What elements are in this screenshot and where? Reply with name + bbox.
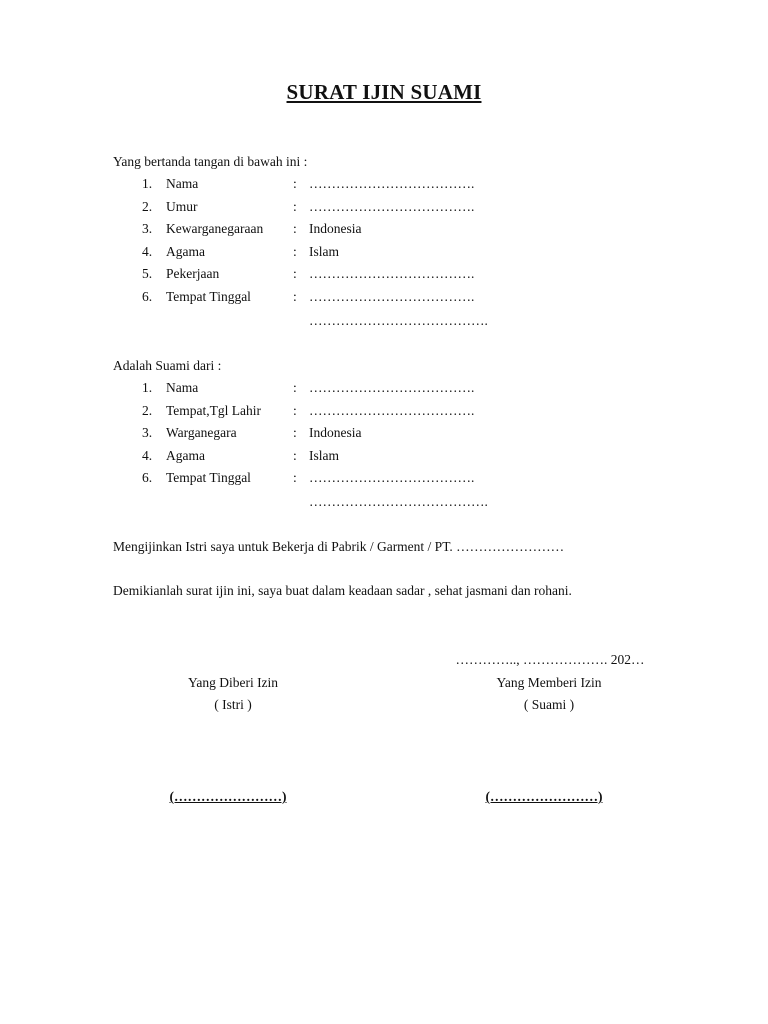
field-label: Agama <box>166 448 205 463</box>
wife-intro-text: Adalah Suami dari : <box>113 358 222 373</box>
place-date: ………….., ………………. 202… <box>455 652 645 667</box>
field-label: Nama <box>166 176 199 191</box>
item-number: 1. <box>142 380 153 395</box>
item-number: 6. <box>142 289 153 304</box>
item-number: 2. <box>142 199 153 214</box>
intro-text: Yang bertanda tangan di bawah ini : <box>113 154 308 169</box>
item-number: 4. <box>142 448 153 463</box>
field-value: Indonesia <box>309 221 362 236</box>
right-signature-line: (……………………) <box>485 789 603 804</box>
field-label: Agama <box>166 244 205 259</box>
field-value: …………………………………. <box>309 494 488 509</box>
field-value: ………………………………. <box>309 199 475 214</box>
field-colon: : <box>293 266 297 281</box>
field-label: Nama <box>166 380 199 395</box>
field-colon: : <box>293 289 297 304</box>
left-signatory-relation: ( Istri ) <box>214 697 252 712</box>
left-signatory-role: Yang Diberi Izin <box>187 675 279 690</box>
field-label: Pekerjaan <box>166 266 220 281</box>
letter-title: SURAT IJIN SUAMI <box>286 80 482 104</box>
item-number: 1. <box>142 176 153 191</box>
closing-text: Demikianlah surat ijin ini, saya buat dalam keadaan sadar , sehat jasmani dan rohani. <box>113 583 572 598</box>
item-number: 3. <box>142 221 153 236</box>
field-colon: : <box>293 448 297 463</box>
field-colon: : <box>293 380 297 395</box>
item-number: 3. <box>142 425 153 440</box>
field-colon: : <box>293 176 297 191</box>
right-signatory-role: Yang Memberi Izin <box>496 675 602 690</box>
field-value: ………………………………. <box>309 176 475 191</box>
permission-text: Mengijinkan Istri saya untuk Bekerja di Pabrik / Garment / PT. …………………… <box>113 539 565 554</box>
field-colon: : <box>293 470 297 485</box>
field-value: ………………………………. <box>309 380 475 395</box>
field-value: Islam <box>309 448 339 463</box>
item-number: 4. <box>142 244 153 259</box>
field-value: ………………………………. <box>309 266 475 281</box>
field-label: Tempat Tinggal <box>166 470 251 485</box>
field-value: ………………………………. <box>309 403 475 418</box>
field-label: Tempat Tinggal <box>166 289 251 304</box>
item-number: 6. <box>142 470 153 485</box>
item-number: 5. <box>142 266 153 281</box>
field-colon: : <box>293 425 297 440</box>
field-value: ………………………………. <box>309 470 475 485</box>
field-value: …………………………………. <box>309 313 488 328</box>
item-number: 2. <box>142 403 153 418</box>
field-value: Indonesia <box>309 425 362 440</box>
field-label: Warganegara <box>166 425 237 440</box>
field-label: Tempat,Tgl Lahir <box>166 403 262 418</box>
field-colon: : <box>293 244 297 259</box>
field-colon: : <box>293 403 297 418</box>
right-signatory-relation: ( Suami ) <box>523 697 575 712</box>
field-value: ………………………………. <box>309 289 475 304</box>
field-label: Umur <box>166 199 198 214</box>
field-colon: : <box>293 199 297 214</box>
left-signature-line: (……………………) <box>169 789 287 804</box>
field-colon: : <box>293 221 297 236</box>
field-label: Kewarganegaraan <box>166 221 264 236</box>
field-value: Islam <box>309 244 339 259</box>
